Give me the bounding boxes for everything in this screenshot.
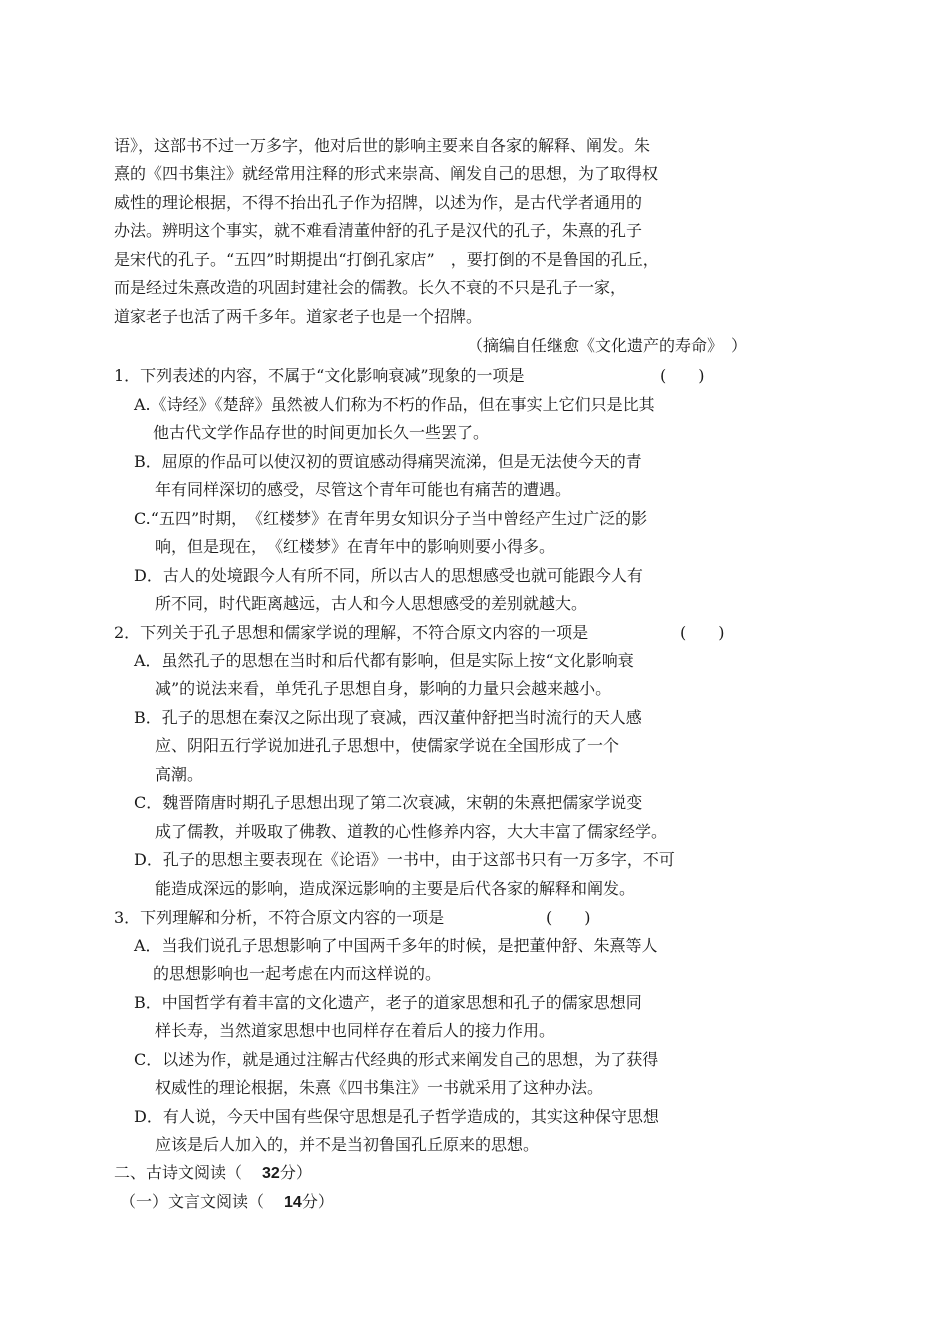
question-1-option-c-cont: 响，但是现在， 《红楼梦》在青年中的影响则要小得多。 [155,537,556,556]
question-2-option-b-cont: 应、阴阳五行学说加进孔子思想中，使儒家学说在全国形成了一个 [155,736,620,755]
question-3-option-a-cont: 的思想影响也一起考虑在内而这样说的。 [153,964,442,983]
passage-line: 道家老子也活了两千多年。道家老子也是一个招牌。 [114,307,483,326]
question-1-option-a-cont: 他古代文学作品存世的时间更加长久一些罢了。 [153,423,490,442]
question-1-option-c: C.“五四”时期， 《红楼梦》在青年男女知识分子当中曾经产生过广泛的影 [134,509,648,528]
question-2-option-b-cont: 高潮。 [155,765,204,784]
subsection-heading [120,1192,334,1213]
question-1-option-b-cont: 年有同样深切的感受，尽管这个青年可能也有痛苦的遭遇。 [155,480,572,499]
subsection-score: 14 [284,1194,302,1211]
question-2-answer-bracket: ( ) [680,623,725,642]
section-heading [114,1163,312,1184]
question-3-answer-bracket: ( ) [546,908,591,927]
section-score: 32 [262,1165,280,1182]
passage-line: 威性的理论根据，不得不抬出孔子作为招牌，以述为作，是古代学者通用的 [114,193,643,212]
question-2-option-d: D．孔子的思想主要表现在《论语》一书中，由于这部书只有一万多字，不可 [134,850,675,869]
question-3-option-b-cont: 样长寿，当然道家思想中也同样存在着后人的接力作用。 [155,1021,556,1040]
question-3-option-c-cont: 权威性的理论根据，朱熹《四书集注》一书就采用了这种办法。 [155,1078,604,1097]
question-2-option-c: C．魏晋隋唐时期孔子思想出现了第二次衰减，宋朝的朱熹把儒家学说变 [134,793,643,812]
question-3-option-a: A．当我们说孔子思想影响了中国两千多年的时候，是把董仲舒、朱熹等人 [134,936,658,955]
subsection-heading-unit: 分） [301,1192,334,1211]
section-heading-label: 二、古诗文阅读（ [114,1163,243,1182]
passage-source: （摘编自任继愈《文化遗产的寿命》 ） [467,336,748,355]
section-heading-unit: 分） [279,1163,312,1182]
question-1-option-d-cont: 所不同，时代距离越远，古人和今人思想感受的差别就越大。 [155,594,588,613]
question-2-option-b: B．孔子的思想在秦汉之际出现了衰减，西汉董仲舒把当时流行的天人感 [134,708,642,727]
question-2-option-d-cont: 能造成深远的影响，造成深远影响的主要是后代各家的解释和阐发。 [155,879,636,898]
question-2-option-a-cont: 减”的说法来看，单凭孔子思想自身，影响的力量只会越来越小。 [155,679,612,698]
passage-line: 语》，这部书不过一万多字，他对后世的影响主要来自各家的解释、阐发。朱 [114,136,651,155]
question-3-option-d-cont: 应该是后人加入的，并不是当初鲁国孔丘原来的思想。 [155,1135,540,1154]
question-2-stem: 2．下列关于孔子思想和儒家学说的理解，不符合原文内容的一项是 [114,623,589,642]
question-2-option-c-cont: 成了儒教，并吸取了佛教、道教的心性修养内容，大大丰富了儒家经学。 [155,822,668,841]
question-3-option-b: B．中国哲学有着丰富的文化遗产，老子的道家思想和孔子的儒家思想同 [134,993,642,1012]
passage-line: 而是经过朱熹改造的巩固封建社会的儒教。长久不衰的不只是孔子一家， [114,278,627,297]
passage-line: 熹的《四书集注》就经常用注释的形式来崇高、阐发自己的思想，为了取得权 [114,164,659,183]
question-1-stem: 1．下列表述的内容，不属于“文化影响衰减”现象的一项是 [114,366,525,385]
question-1-option-b: B．屈原的作品可以使汉初的贾谊感动得痛哭流涕，但是无法使今天的青 [134,452,642,471]
subsection-heading-label: （一）文言文阅读（ [120,1192,265,1211]
question-1-option-a: A.《诗经》《楚辞》虽然被人们称为不朽的作品，但在事实上它们只是比其 [134,395,655,414]
question-1-answer-bracket: ( ) [660,366,705,385]
question-3-option-c: C．以述为作，就是通过注解古代经典的形式来阐发自己的思想，为了获得 [134,1050,659,1069]
passage-line: 办法。辨明这个事实，就不难看清董仲舒的孔子是汉代的孔子，朱熹的孔子 [114,221,643,240]
question-1-option-d: D．古人的处境跟今人有所不同，所以古人的思想感受也就可能跟今人有 [134,566,643,585]
passage-line: 是宋代的孔子。“五四”时期提出“打倒孔家店” ，要打倒的不是鲁国的孔丘， [114,250,659,269]
question-3-option-d: D．有人说，今天中国有些保守思想是孔子哲学造成的，其实这种保守思想 [134,1107,659,1126]
question-2-option-a: A．虽然孔子的思想在当时和后代都有影响，但是实际上按“文化影响衰 [134,651,634,670]
question-3-stem: 3．下列理解和分析，不符合原文内容的一项是 [114,908,445,927]
